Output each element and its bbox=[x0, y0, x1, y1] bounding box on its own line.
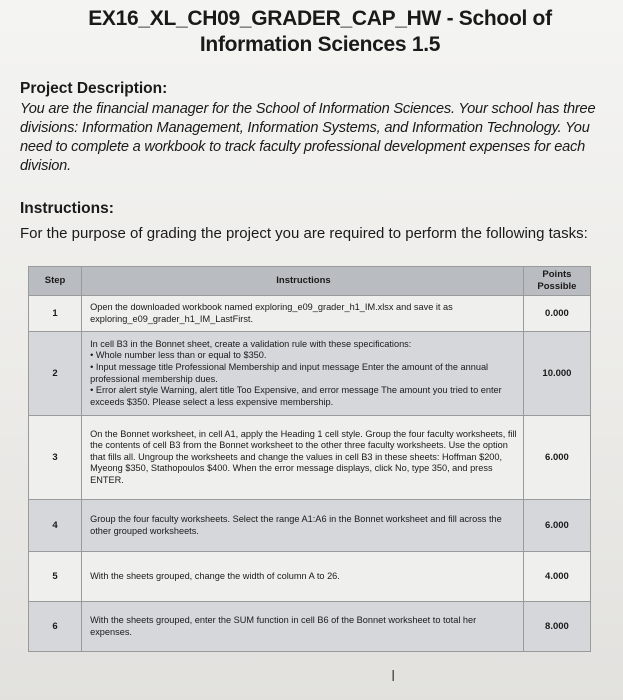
table-row bbox=[29, 332, 591, 416]
step-number: 1 bbox=[29, 296, 82, 332]
header-points: Points Possible bbox=[523, 267, 590, 296]
step-instructions: With the sheets grouped, change the width of column A to 26. bbox=[90, 570, 340, 581]
step-instructions: Open the downloaded workbook named exploring_e09_grader_h1_IM.xlsx and save it as exploring_e09_grader_h1_IM_LastFirst. bbox=[90, 301, 453, 324]
instructions-intro: For the purpose of grading the project you are required to perform the following tasks: bbox=[20, 225, 588, 242]
document-title bbox=[40, 6, 600, 58]
step-number: 3 bbox=[29, 416, 82, 500]
step-number: 2 bbox=[29, 332, 82, 416]
step-instructions: With the sheets grouped, enter the SUM function in cell B6 of the Bonnet worksheet to total her expenses. bbox=[90, 614, 477, 637]
instructions-table bbox=[28, 266, 591, 652]
step-points: 0.000 bbox=[523, 296, 590, 332]
table-row bbox=[29, 416, 591, 500]
step-instructions: On the Bonnet worksheet, in cell A1, apply the Heading 1 cell style. Group the four faculty worksheets, fill the contents of cell B3 from the Bonnet worksheet to the other three faculty worksheets. Use the option that fills all. Ungroup the worksheets and change the values in cell B3 in these sheets: Hoffman $200, Myeong $350, Stathopoulos $400. When the error message displays, click No, type 350, and press ENTER. bbox=[90, 428, 517, 485]
table-header-row bbox=[29, 267, 591, 296]
table-row bbox=[29, 500, 591, 552]
table-row bbox=[29, 296, 591, 332]
header-instructions: Instructions bbox=[82, 267, 524, 296]
header-step: Step bbox=[29, 267, 82, 296]
title-line-2: Information Sciences 1.5 bbox=[199, 33, 441, 56]
instructions-heading: Instructions: bbox=[20, 200, 114, 217]
table-row bbox=[29, 552, 591, 602]
step-number: 5 bbox=[29, 552, 82, 602]
step-points: 6.000 bbox=[523, 500, 590, 552]
step-points: 6.000 bbox=[523, 416, 590, 500]
project-description-text: You are the financial manager for the School of Information Sciences. Your school has three divisions: Information Management, Information Systems, and Information Technology. You need to complete a workbook to track faculty professional development expenses for each division. bbox=[20, 101, 596, 174]
step-instructions: In cell B3 in the Bonnet sheet, create a validation rule with these specifications: • Whole number less than or equal to $350. • Input message title Professional Membership and input message Enter the amount of the annual professional membership dues. • Error alert style Warning, alert title Too Expensive, and error message The amount you tried to enter exceeds $350. Please select a less expensive membership. bbox=[90, 338, 502, 407]
step-number: 6 bbox=[29, 602, 82, 652]
step-points: 4.000 bbox=[523, 552, 590, 602]
text-cursor-icon: I bbox=[391, 668, 396, 685]
title-line-1: EX16_XL_CH09_GRADER_CAP_HW - School of bbox=[88, 7, 552, 30]
step-points: 8.000 bbox=[523, 602, 590, 652]
step-number: 4 bbox=[29, 500, 82, 552]
step-points: 10.000 bbox=[523, 332, 590, 416]
table-row bbox=[29, 602, 591, 652]
project-description-heading: Project Description: bbox=[20, 80, 168, 97]
step-instructions: Group the four faculty worksheets. Select the range A1:A6 in the Bonnet worksheet and fill across the other grouped worksheets. bbox=[90, 513, 502, 536]
